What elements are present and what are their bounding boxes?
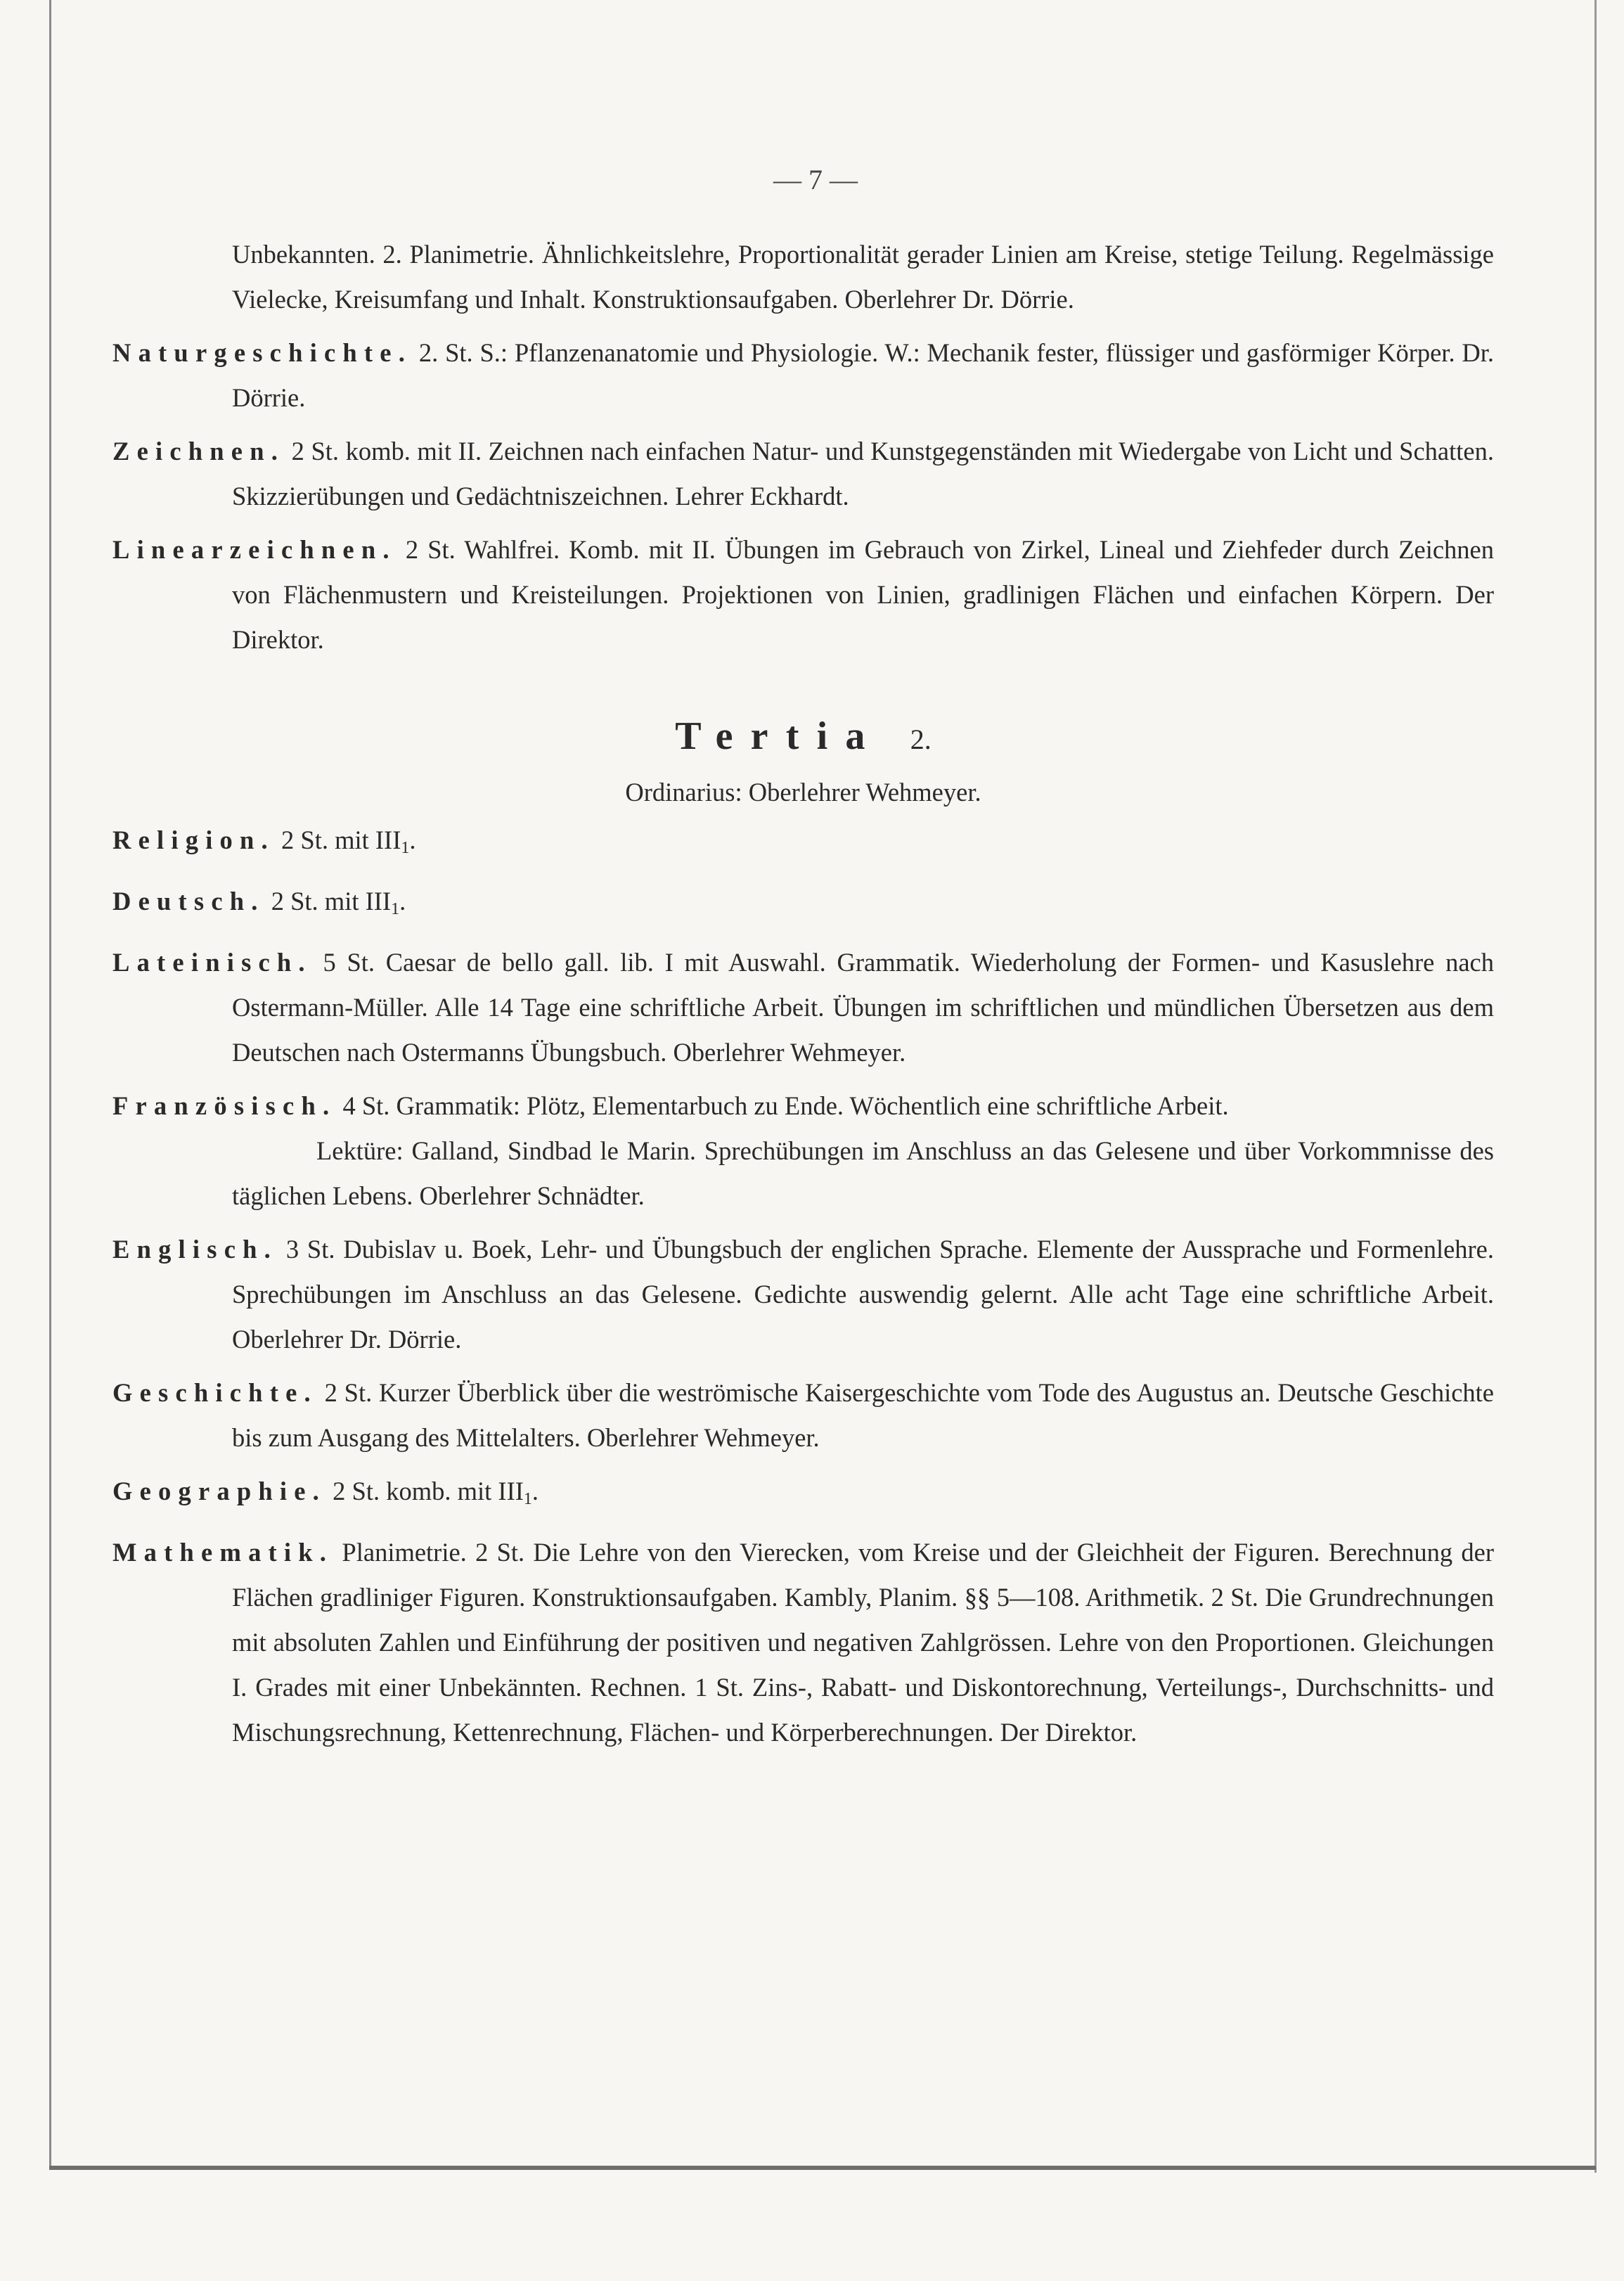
entry-text: 2 St. komb. mit III (333, 1477, 524, 1505)
entry-text: 2. St. S.: Pflanzenanatomie und Physiologie. W.: Mechanik fester, flüssiger und gasförmiger Körper. Dr. Dörrie. (232, 338, 1495, 412)
entry-continuation: Lektüre: Galland, Sindbad le Marin. Sprechübungen im Anschluss an das Gelesene und über Vorkommnisse des täglichen Lebens. Oberlehrer Schnädter. (232, 1136, 1494, 1210)
page-edge-bottom (49, 2166, 1596, 2170)
entry-subscript: 1 (523, 1490, 532, 1508)
entry-naturgeschichte (112, 330, 1494, 420)
entry-heading: Religion. (112, 825, 275, 854)
entry-linearzeichnen (112, 527, 1494, 662)
entry-zeichnen (112, 429, 1494, 519)
entry-englisch (112, 1227, 1494, 1362)
entry-text: Unbekannten. 2. Planimetrie. Ähnlichkeitslehre, Proportionalität gerader Linien am Kreise, stetige Teilung. Regelmässige Vielecke, Kreisumfang und Inhalt. Konstruktionsaufgaben. Oberlehrer Dr. Dörrie. (232, 240, 1494, 314)
entry-heading: Lateinisch. (112, 948, 312, 977)
ordinarius-label: Ordinarius: (625, 778, 742, 807)
entry-subscript: 1 (391, 900, 400, 918)
entry-geographie (112, 1469, 1494, 1522)
entry-text: 2 St. mit III (271, 887, 392, 915)
entry-text: 2 St. mit III (281, 825, 401, 854)
entry-heading: Deutsch. (112, 887, 265, 915)
entry-heading: Naturgeschichte. (112, 338, 413, 367)
entry-tail: . (399, 887, 406, 915)
entry-heading: Linearzeichnen. (112, 535, 397, 564)
section-title-text: Tertia (675, 714, 883, 758)
entry-mathematik-continued (112, 232, 1494, 322)
entry-text: Planimetrie. 2 St. Die Lehre von den Vierecken, vom Kreise und der Gleichheit der Figuren. Berechnung der Flächen gradliniger Figuren. Konstruktionsaufgaben. Kambly, Planim. §§ 5—108. Arithmetik. 2 St. Die Grundrechnungen mit absoluten Zahlen und Einführung der positiven und negativen Zahlgrössen. Lehre von den Proportionen. Gleichungen I. Grades mit einer Unbekännten. Rechnen. 1 St. Zins-, Rabatt- und Diskontorechnung, Verteilungs-, Durchschnitts- und Mischungsrechnung, Kettenrechnung, Flächen- und Körperberechnungen. Der Direktor. (232, 1538, 1494, 1747)
ordinarius-line (112, 771, 1494, 814)
entry-tail: . (531, 1477, 539, 1505)
entry-franzoesisch (112, 1084, 1494, 1219)
entry-text: 2 St. komb. mit II. Zeichnen nach einfachen Natur- und Kunstgegenständen mit Wiedergabe von Licht und Schatten. Skizzierübungen und Gedächtniszeichnen. Lehrer Eckhardt. (232, 437, 1494, 510)
entry-religion (112, 818, 1494, 870)
ordinarius-name: Oberlehrer Wehmeyer. (748, 778, 981, 807)
entry-geschichte (112, 1370, 1494, 1460)
entry-text: 5 St. Caesar de bello gall. lib. I mit Auswahl. Grammatik. Wiederholung der Formen- und Kasuslehre nach Ostermann-Müller. Alle 14 Tage eine schriftliche Arbeit. Übungen im schriftlichen und mündlichen Übersetzen aus dem Deutschen nach Ostermanns Übungsbuch. Oberlehrer Wehmeyer. (232, 948, 1495, 1067)
entry-lateinisch (112, 940, 1494, 1075)
entry-heading: Zeichnen. (112, 437, 285, 465)
section-title-number: 2. (910, 724, 932, 755)
entry-heading: Englisch. (112, 1235, 278, 1264)
entry-mathematik (112, 1530, 1494, 1755)
entry-heading: Mathematik. (112, 1538, 334, 1567)
entry-heading: Geographie. (112, 1477, 327, 1505)
entry-deutsch (112, 879, 1494, 932)
entry-text: 3 St. Dubislav u. Boek, Lehr- und Übungsbuch der englichen Sprache. Elemente der Aussprache und Formenlehre. Sprechübungen im Anschluss an das Gelesene. Gedichte auswendig gelernt. Alle acht Tage eine schriftliche Arbeit. Oberlehrer Dr. Dörrie. (232, 1235, 1495, 1354)
page-edge-right (1594, 0, 1597, 2173)
entry-subscript: 1 (401, 839, 410, 857)
entry-heading: Französisch. (112, 1091, 337, 1120)
page-content (112, 232, 1494, 1763)
section-title (112, 712, 1494, 764)
entry-heading: Geschichte. (112, 1378, 318, 1407)
page-edge-left (49, 0, 51, 2166)
entry-text: 2 St. Kurzer Überblick über die weströmische Kaisergeschichte vom Tode des Augustus an. Deutsche Geschichte bis zum Ausgang des Mittelalters. Oberlehrer Wehmeyer. (232, 1378, 1495, 1452)
entry-text: 2 St. Wahlfrei. Komb. mit II. Übungen im Gebrauch von Zirkel, Lineal und Ziehfeder durch Zeichnen von Flächenmustern und Kreisteilungen. Projektionen von Linien, gradlinigen Flächen und einfachen Körpern. Der Direktor. (232, 535, 1494, 654)
page-number: — 7 — (773, 164, 858, 195)
entry-text: 4 St. Grammatik: Plötz, Elementarbuch zu Ende. Wöchentlich eine schriftliche Arbeit. (342, 1091, 1229, 1120)
entry-tail: . (409, 825, 416, 854)
